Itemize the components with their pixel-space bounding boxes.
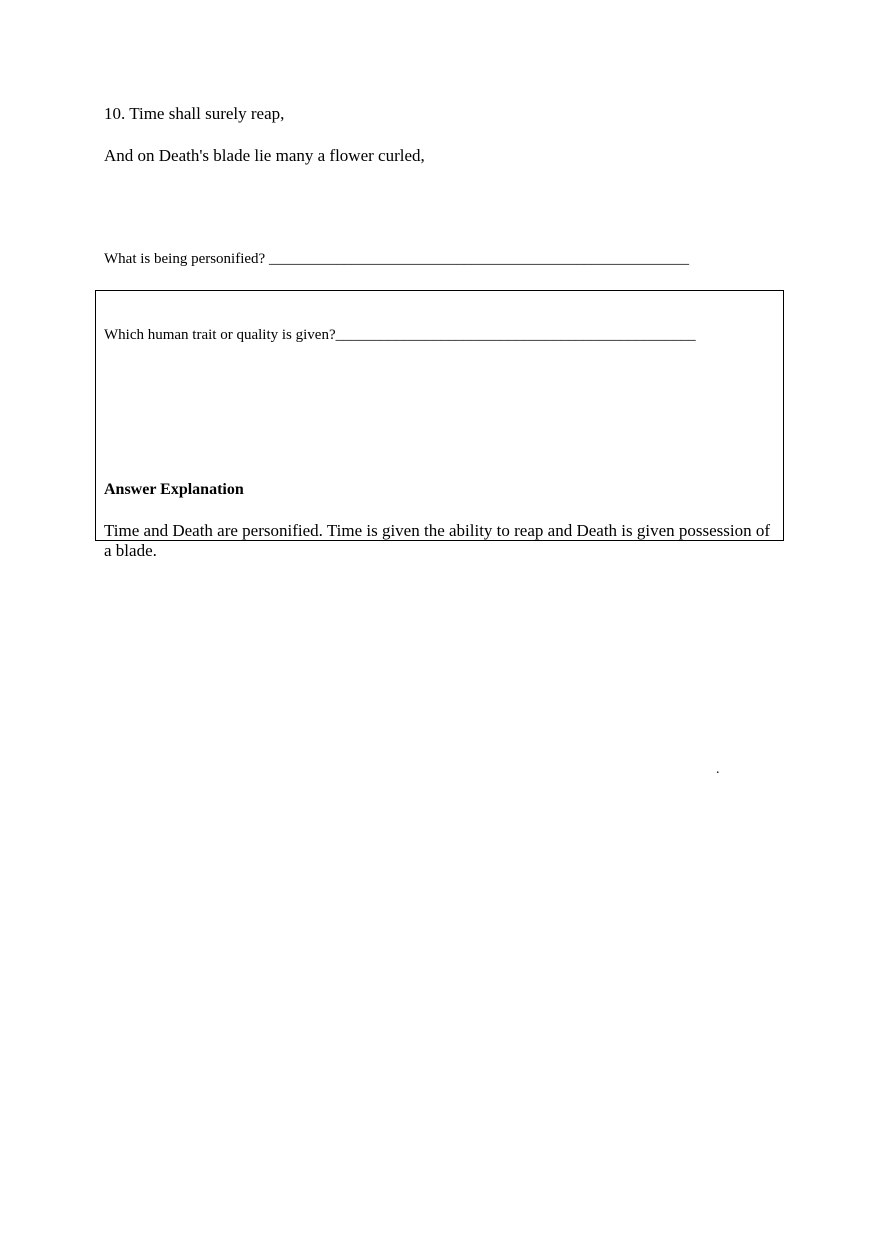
trait-question: Which human trait or quality is given?________________________________________________ bbox=[104, 327, 696, 343]
stray-dot: . bbox=[716, 762, 720, 777]
answer-explanation-text: Time and Death are personified. Time is given the ability to reap and Death is given possession of a blade. bbox=[104, 521, 771, 560]
answer-explanation-heading: Answer Explanation bbox=[104, 481, 244, 498]
personified-question: What is being personified? ________________________________________________________ bbox=[104, 251, 689, 267]
verse-line-1: 10. Time shall surely reap, bbox=[104, 104, 285, 123]
verse-line-2: And on Death's blade lie many a flower curled, bbox=[104, 146, 425, 165]
